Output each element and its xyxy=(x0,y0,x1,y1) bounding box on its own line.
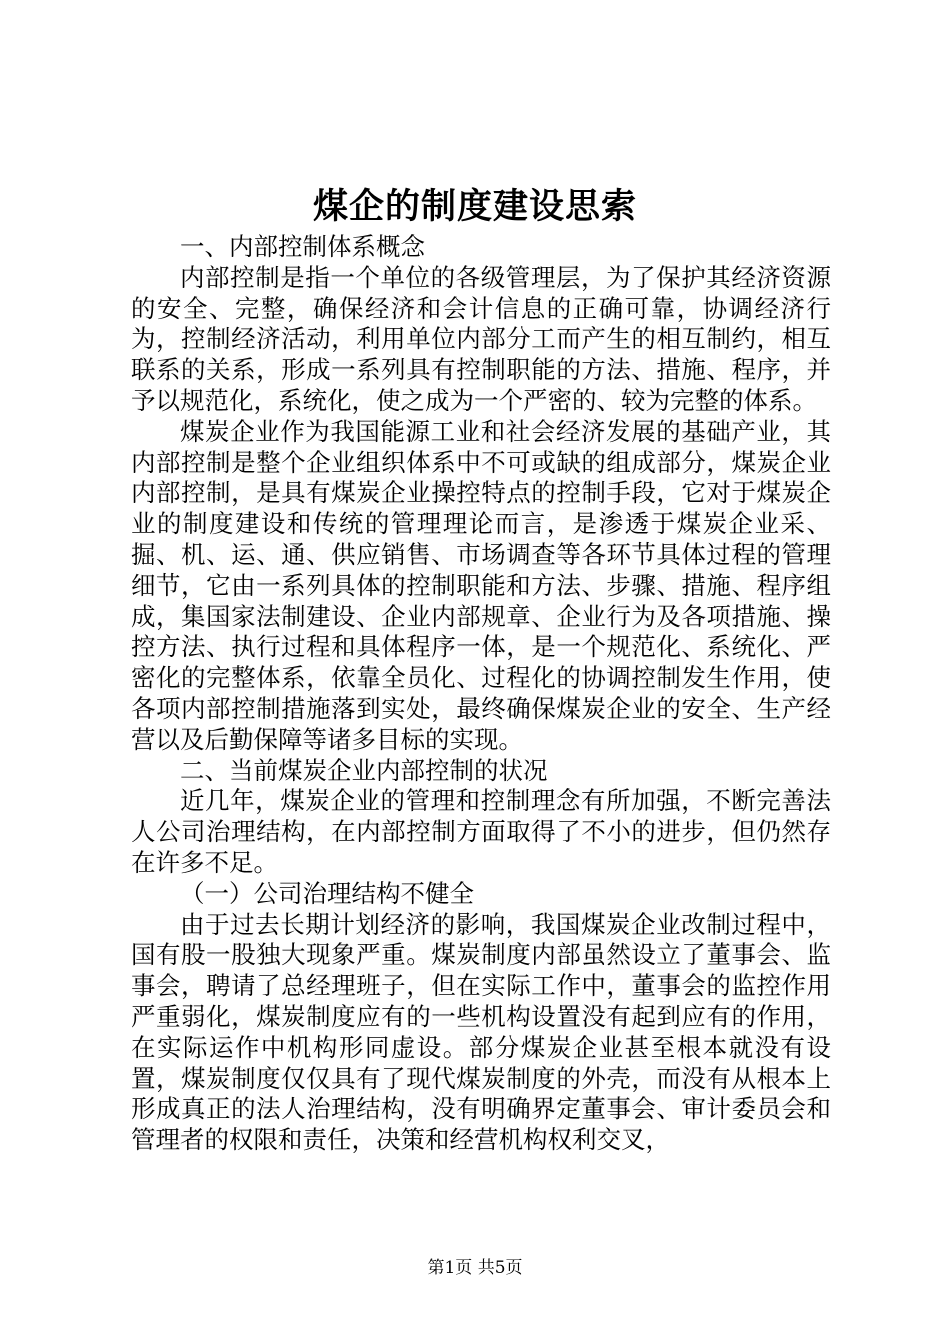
paragraph: 由于过去长期计划经济的影响，我国煤炭企业改制过程中，国有股一股独大现象严重。煤炭制度内部虽然设立了董事会、监事会，聘请了总经理班子，但在实际工作中，董事会的监控作用严重弱化，煤炭制度应有的一些机构设置没有起到应有的作用，在实际运作中机构形同虚设。部分煤炭企业甚至根本就没有设置，煤炭制度仅仅具有了现代煤炭制度的外壳，而没有从根本上形成真正的法人治理结构，没有明确界定董事会、审计委员会和管理者的权限和责任，决策和经营机构权利交叉， xyxy=(131,909,831,1155)
page-footer: 第1页 共5页 xyxy=(427,1258,523,1278)
subsection-heading: （一）公司治理结构不健全 xyxy=(180,878,474,908)
document-title: 煤企的制度建设思索 xyxy=(312,186,637,227)
paragraph: 近几年，煤炭企业的管理和控制理念有所加强，不断完善法人公司治理结构，在内部控制方面取得了不小的进步，但仍然存在许多不足。 xyxy=(131,786,831,877)
document-body xyxy=(131,232,831,1156)
section-heading: 一、内部控制体系概念 xyxy=(180,232,425,261)
paragraph: 内部控制是指一个单位的各级管理层，为了保护其经济资源的安全、完整，确保经济和会计信息的正确可靠，协调经济行为，控制经济活动，利用单位内部分工而产生的相互制约，相互联系的关系，形成一系列具有控制职能的方法、措施、程序，并予以规范化，系统化，使之成为一个严密的、较为完整的体系。 xyxy=(131,262,831,415)
paragraph: 煤炭企业作为我国能源工业和社会经济发展的基础产业，其内部控制是整个企业组织体系中不可或缺的组成部分，煤炭企业内部控制，是具有煤炭企业操控特点的控制手段，它对于煤炭企业的制度建设和传统的管理理论而言，是渗透于煤炭企业采、掘、机、运、通、供应销售、市场调查等各环节具体过程的管理细节，它由一系列具体的控制职能和方法、步骤、措施、程序组成，集国家法制建设、企业内部规章、企业行为及各项措施、操控方法、执行过程和具体程序一体，是一个规范化、系统化、严密化的完整体系，依靠全员化、过程化的协调控制发生作用，使各项内部控制措施落到实处，最终确保煤炭企业的安全、生产经营以及后勤保障等诸多目标的实现。 xyxy=(131,416,831,754)
section-heading: 二、当前煤炭企业内部控制的状况 xyxy=(180,755,548,785)
